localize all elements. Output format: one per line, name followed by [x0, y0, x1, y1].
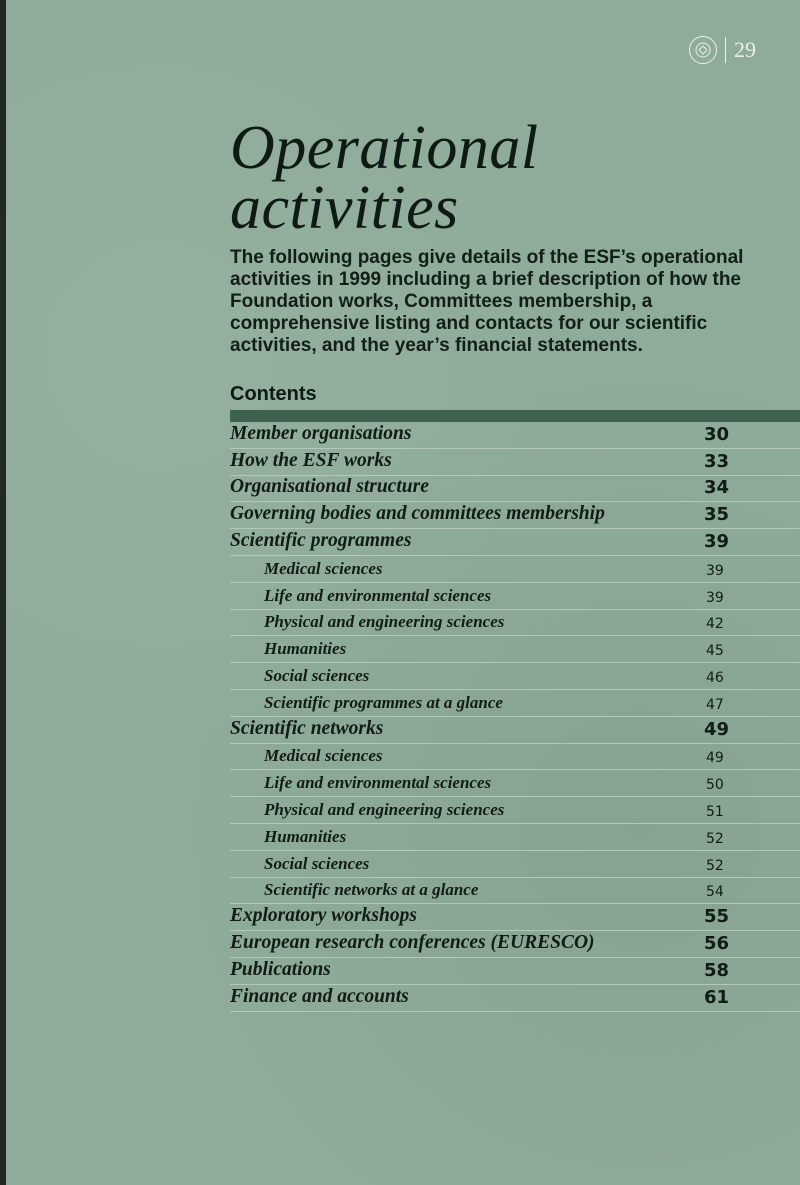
toc-entry-label: European research conferences (EURESCO): [230, 931, 595, 953]
page-title-line-1: Operational: [230, 114, 539, 182]
toc-entry-page: 52: [706, 830, 724, 847]
toc-entry-page: 50: [706, 777, 724, 794]
toc-row[interactable]: [230, 797, 800, 824]
toc-row[interactable]: [230, 690, 800, 717]
toc-entry-page: 51: [706, 803, 724, 820]
intro-paragraph: The following pages give details of the ESF’s operational activities in 1999 including a brief description of how the Foundation works, Committees membership, a comprehensive listing and contacts for our scientific activities, and the year’s financial statements.: [230, 247, 744, 356]
contents-rule: [230, 410, 800, 422]
toc-row[interactable]: [230, 931, 800, 958]
toc-row[interactable]: [230, 449, 800, 476]
toc-entry-page: 56: [704, 932, 730, 954]
toc-entry-page: 34: [704, 477, 730, 499]
toc-row[interactable]: [230, 476, 800, 503]
toc-entry-label: Social sciences: [264, 665, 370, 685]
toc-entry-page: 39: [706, 562, 724, 579]
toc-row[interactable]: [230, 502, 800, 529]
toc-entry-label: Finance and accounts: [230, 985, 409, 1007]
toc-entry-label: Life and environmental sciences: [264, 773, 492, 793]
toc-entry-page: 58: [704, 959, 730, 981]
toc-entry-label: Publications: [230, 958, 331, 980]
toc-entry-page: 49: [706, 750, 724, 767]
toc-entry-label: How the ESF works: [230, 449, 392, 471]
toc-row[interactable]: [230, 636, 800, 663]
toc-row[interactable]: [230, 958, 800, 985]
toc-entry-label: Organisational structure: [230, 476, 429, 498]
toc-row[interactable]: [230, 851, 800, 878]
toc-entry-page: 61: [704, 986, 730, 1008]
toc-entry-page: 30: [704, 423, 730, 445]
header-divider: [725, 37, 727, 63]
page-title-line-2: activities: [230, 174, 459, 242]
toc-entry-page: 52: [706, 857, 724, 874]
toc-entry-label: Medical sciences: [264, 746, 383, 766]
toc-row[interactable]: [230, 610, 800, 637]
toc-entry-page: 35: [704, 504, 730, 526]
toc-row[interactable]: [230, 904, 800, 931]
toc-entry-label: Scientific networks: [230, 717, 384, 739]
toc-entry-label: Scientific networks at a glance: [264, 880, 479, 900]
toc-row[interactable]: [230, 824, 800, 851]
toc-entry-page: 33: [704, 450, 730, 472]
toc-entry-label: Social sciences: [264, 853, 370, 873]
toc-entry-label: Physical and engineering sciences: [264, 612, 505, 632]
toc-row[interactable]: [230, 422, 800, 449]
esf-emblem-icon: [689, 36, 717, 64]
toc-entry-page: 39: [706, 589, 724, 606]
toc-entry-label: Scientific programmes: [230, 529, 412, 551]
toc-row[interactable]: [230, 663, 800, 690]
toc-entry-page: 42: [706, 616, 724, 633]
page-header: [689, 34, 757, 66]
toc-row[interactable]: [230, 744, 800, 771]
toc-row[interactable]: [230, 985, 800, 1012]
page-title: [230, 114, 539, 242]
page-number: 29: [734, 37, 756, 62]
table-of-contents: [230, 422, 800, 1012]
toc-entry-label: Physical and engineering sciences: [264, 799, 505, 819]
page-edge-strip: [0, 0, 6, 1185]
toc-entry-page: 45: [706, 643, 724, 660]
toc-entry-page: 39: [704, 530, 730, 552]
toc-entry-page: 54: [706, 884, 724, 901]
toc-entry-label: Scientific programmes at a glance: [264, 692, 503, 712]
toc-entry-label: Member organisations: [230, 422, 412, 444]
toc-entry-page: 47: [706, 696, 724, 713]
toc-entry-page: 55: [704, 906, 730, 928]
toc-entry-page: 46: [706, 669, 724, 686]
toc-row[interactable]: [230, 556, 800, 583]
toc-row[interactable]: [230, 583, 800, 610]
toc-row[interactable]: [230, 529, 800, 556]
toc-row[interactable]: [230, 717, 800, 744]
toc-entry-label: Life and environmental sciences: [264, 585, 492, 605]
toc-entry-page: 49: [704, 718, 730, 740]
contents-heading: Contents: [230, 383, 317, 405]
toc-entry-label: Humanities: [264, 639, 347, 659]
toc-entry-label: Exploratory workshops: [230, 905, 417, 927]
toc-entry-label: Medical sciences: [264, 558, 383, 578]
toc-row[interactable]: [230, 770, 800, 797]
toc-entry-label: Governing bodies and committees membership: [230, 503, 605, 525]
toc-entry-label: Humanities: [264, 826, 347, 846]
toc-row[interactable]: [230, 878, 800, 905]
